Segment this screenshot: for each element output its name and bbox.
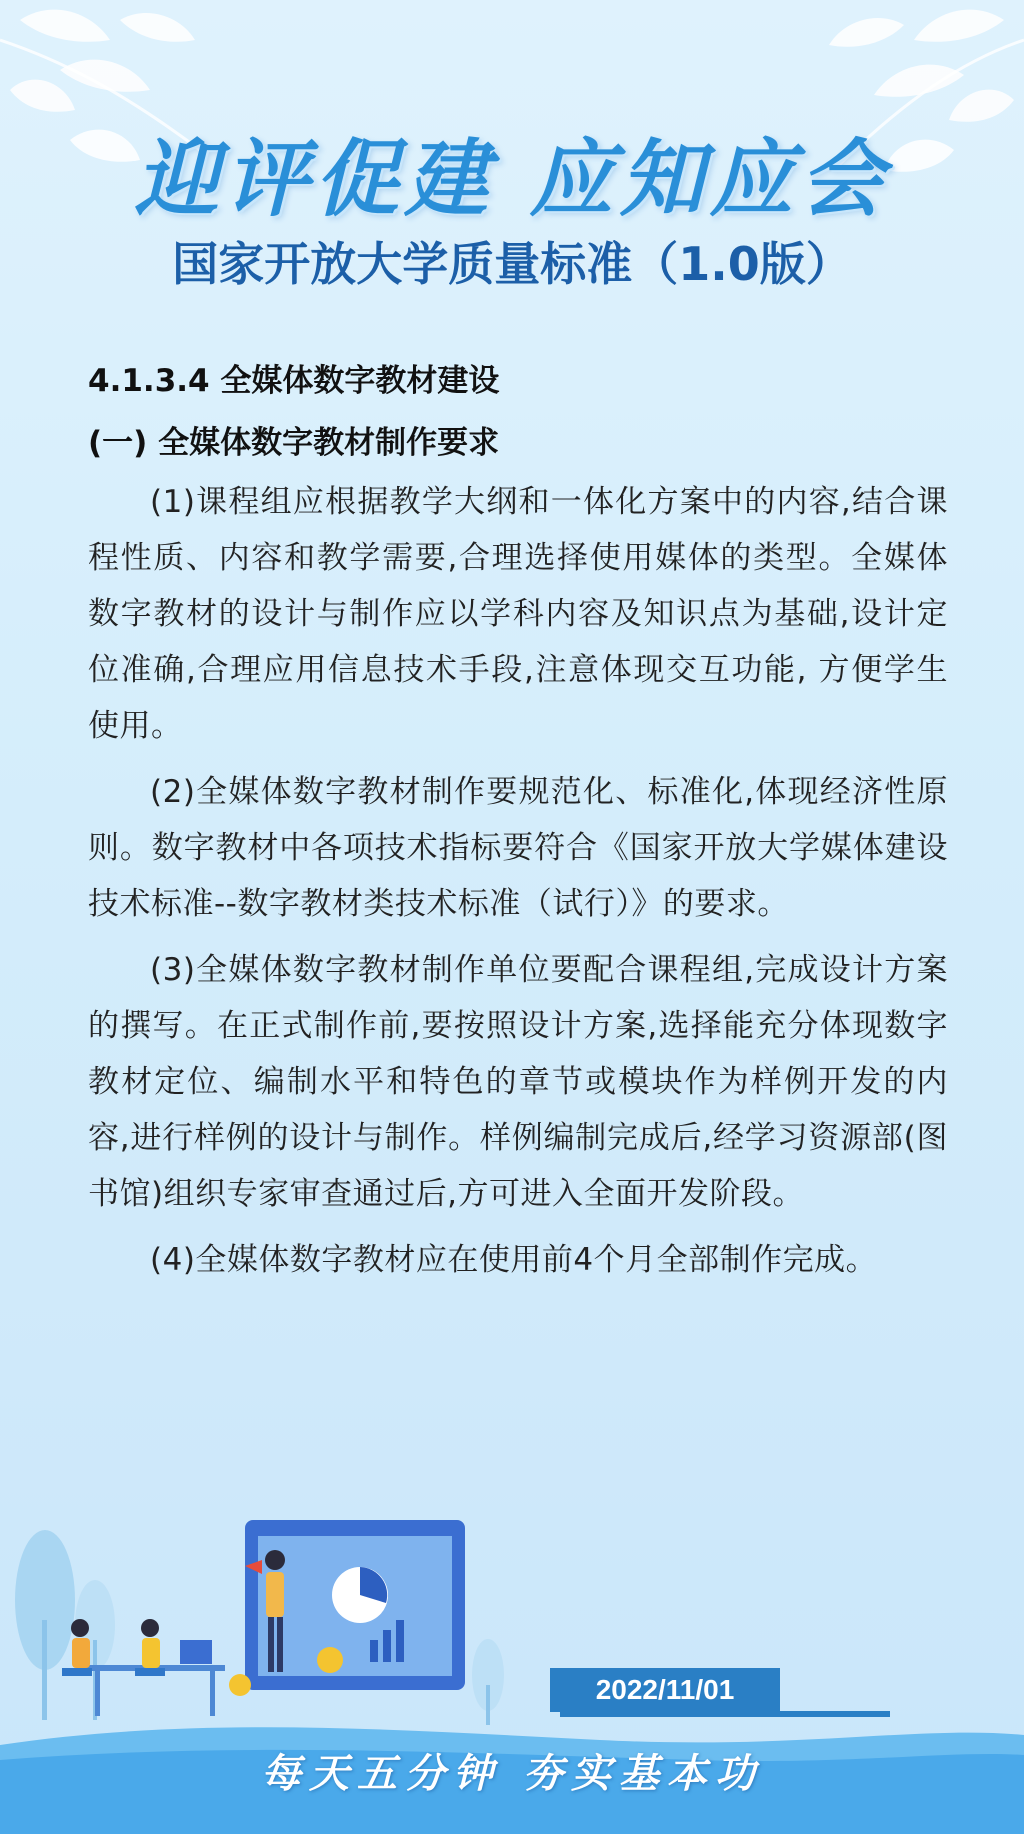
sub-heading: (一) 全媒体数字教材制作要求 <box>88 425 500 461</box>
page-subtitle: 国家开放大学质量标准（1.0版） <box>172 237 852 291</box>
paragraph-3: (3)全媒体数字教材制作单位要配合课程组,完成设计方案的撰写。在正式制作前,要按照设计方案,选择能充分体现数字教材定位、编制水平和特色的章节或模块作为样例开发的内容,进行样例的设计与制作。样例编制完成后,经学习资源部(图书馆)组织专家审查通过后,方可进入全面开发阶段。 <box>88 952 948 1212</box>
date-badge: 2022/11/01 <box>550 1668 780 1712</box>
calligraphy-title: 迎评促建 应知应会 <box>134 129 890 228</box>
office-illustration-icon <box>0 1500 540 1730</box>
paragraph-1: (1)课程组应根据教学大纲和一体化方案中的内容,结合课程性质、内容和教学需要,合理选择使用媒体的类型。全媒体数字教材的设计与制作应以学科内容及知识点为基础,设计定位准确,合理应用信息技术手段,注意体现交互功能, 方便学生使用。 <box>88 484 948 744</box>
paragraph-2: (2)全媒体数字教材制作要规范化、标准化,体现经济性原则。数字教材中各项技术指标要符合《国家开放大学媒体建设技术标准--数字教材类技术标准（试行）》的要求。 <box>88 774 948 922</box>
footer-slogan: 每天五分钟 夯实基本功 <box>261 1750 763 1797</box>
section-heading: 4.1.3.4 全媒体数字教材建设 <box>88 363 500 399</box>
content-body <box>88 350 948 1288</box>
paragraph-4: (4)全媒体数字教材应在使用前4个月全部制作完成。 <box>150 1242 878 1278</box>
